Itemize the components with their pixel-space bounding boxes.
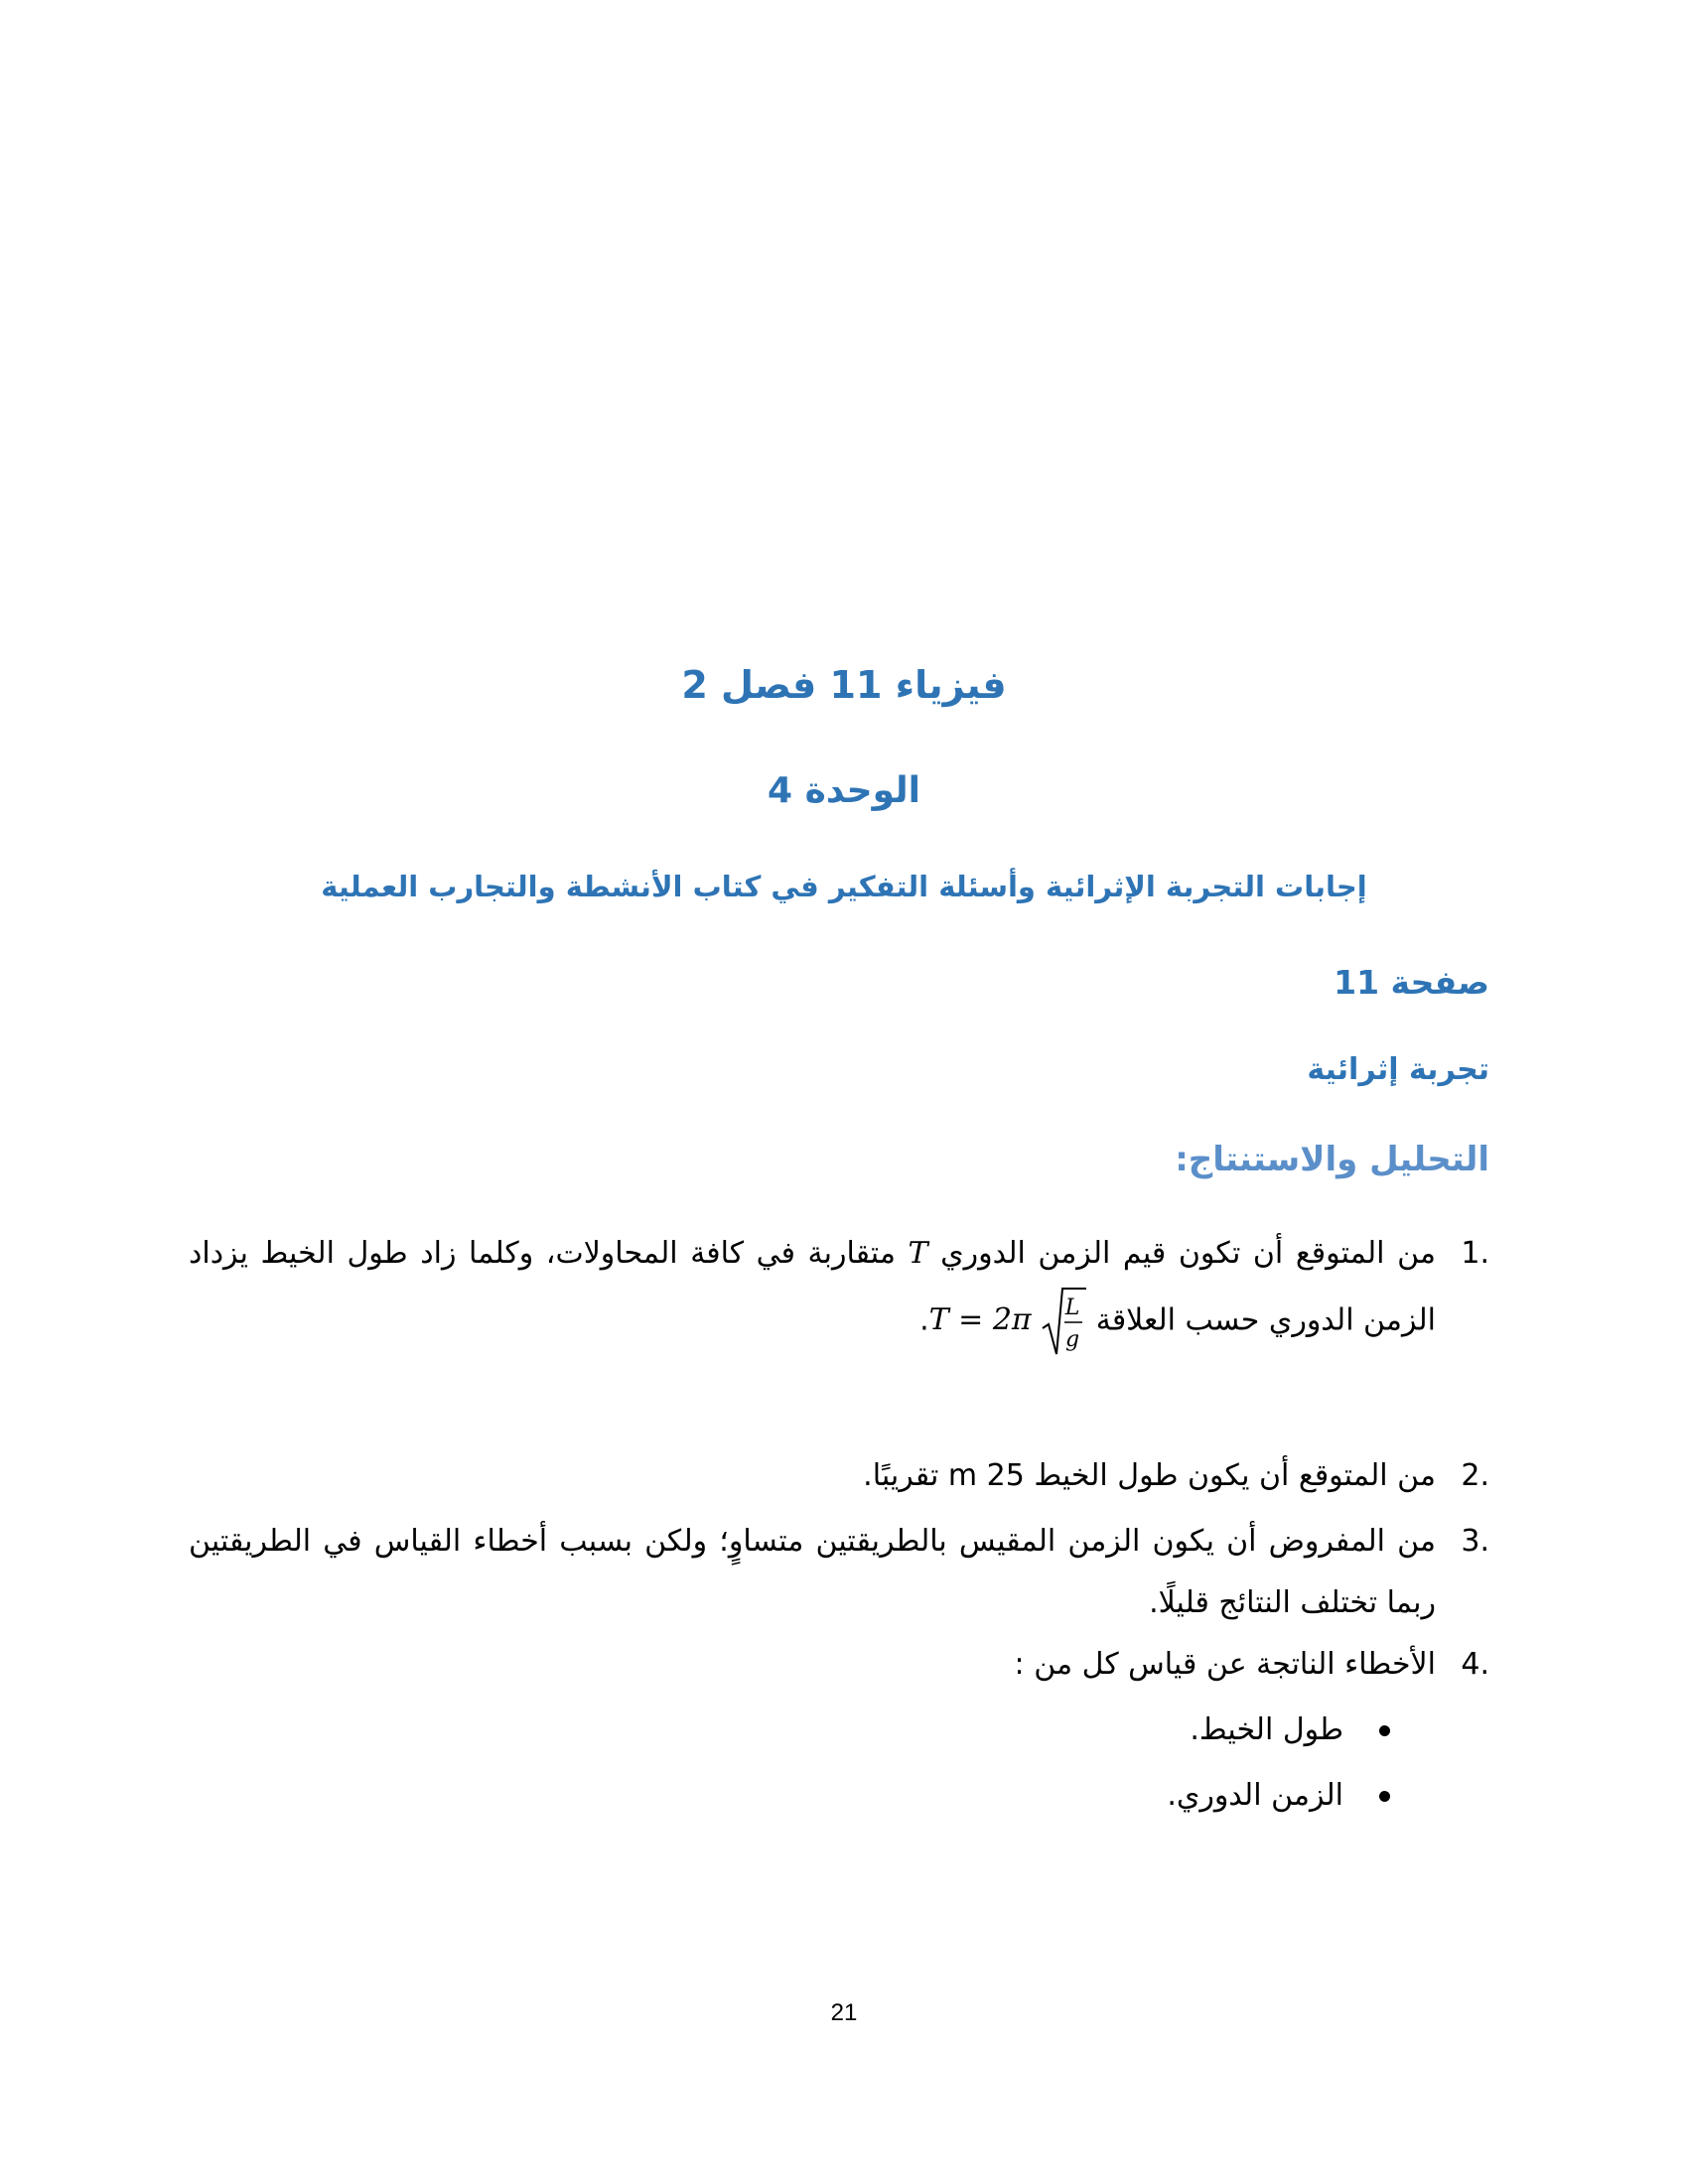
item-number: 4. [1461,1647,1489,1682]
unit-heading: الوحدة 4 [767,770,920,811]
answer-item-1 [189,1223,1489,1358]
item-number: 1. [1461,1236,1489,1271]
item-text-part-b: متقاربة في كافة المحاولات، وكلما زاد طول الخيط يزداد الزمن الدوري حسب العلاقة [189,1236,1436,1338]
item-text: من المفروض أن يكون الزمن المقيس بالطريقتين متساوٍ؛ ولكن بسبب أخطاء القياس في الطريقتين ربما تختلف النتائج قليلًا. [189,1524,1436,1620]
document-title: فيزياء 11 فصل 2 [681,663,1007,707]
page-heading: صفحة 11 [1334,963,1489,1002]
item-number: 2. [1461,1458,1489,1493]
answer-item-2 [189,1445,1489,1507]
bullet-icon [1379,1791,1390,1802]
item-text: الأخطاء الناتجة عن قياس كل من : [1014,1647,1436,1682]
answer-item-4 [189,1634,1489,1696]
experiment-heading: تجربة إثرائية [1307,1052,1489,1087]
list-item [1167,1763,1390,1829]
formula-numerator: L [1064,1296,1080,1320]
answer-item-3 [189,1511,1489,1634]
document-subtitle: إجابات التجربة الإثرائية وأسئلة التفكير في كتاب الأنشطة والتجارب العملية [321,870,1367,903]
list-item-text: الزمن الدوري. [1167,1778,1343,1813]
square-root-fraction [1041,1285,1086,1358]
page-number: 21 [830,1999,858,2026]
list-item [1167,1698,1390,1763]
error-sources-list [1167,1698,1390,1829]
period-symbol: T [908,1236,928,1271]
item-text [189,1223,1436,1358]
item-number: 3. [1461,1524,1489,1559]
formula-denominator: g [1065,1327,1080,1352]
pendulum-period-formula [929,1285,1087,1358]
formula-lhs: T = 2π [928,1302,1032,1337]
item-text-part-a: من المتوقع أن تكون قيم الزمن الدوري [940,1236,1436,1271]
item-text: من المتوقع أن يكون طول الخيط 25 m تقريبًا. [863,1458,1436,1493]
item-end-punct: . [919,1302,929,1338]
analysis-heading: التحليل والاستنتاج: [1175,1140,1489,1179]
bullet-icon [1379,1725,1390,1736]
list-item-text: طول الخيط. [1190,1712,1343,1747]
